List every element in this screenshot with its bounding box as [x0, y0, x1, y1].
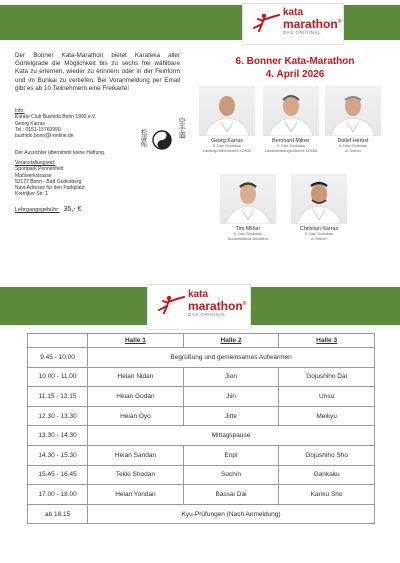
logo-word-marathon: marathon® — [188, 299, 247, 313]
logo-word-marathon: marathon® — [283, 17, 342, 31]
schedule-row — [28, 445, 375, 465]
instructor-photo — [291, 174, 347, 224]
venue-line: Navi-Adresse für den Parkplatz: — [15, 185, 86, 192]
kata-cell: Gojushiho Sho — [279, 445, 375, 465]
info-label: Info: — [15, 108, 25, 114]
venue-line: Kortrijker Str. 1 — [15, 191, 49, 198]
schedule-row — [28, 367, 375, 387]
top-kata-marathon-logo — [250, 8, 341, 36]
karateka-kick-icon — [250, 12, 280, 32]
instructor-name: Georg Karras — [211, 138, 243, 144]
time-cell: 9.45 - 10.00 — [28, 348, 88, 368]
venue-block — [15, 160, 86, 198]
kata-cell: Gojushiho Dai — [279, 367, 375, 387]
kata-cell: Bassai Dai — [183, 485, 279, 505]
instructor-name: Bernhard Milner — [272, 138, 310, 144]
instructor-role: Bundestrainer Assistent — [228, 236, 268, 241]
logo-tagline: DAS ORIGINAL — [188, 312, 227, 317]
instructor-role: Landestrainingsreferent KDNW — [264, 148, 318, 153]
schedule-table — [27, 333, 375, 524]
instructor-role: Landesprüferreferent KDNW — [202, 148, 252, 153]
instructor-card — [256, 86, 326, 153]
instructor-name: Detlef Herbst — [337, 138, 369, 144]
time-cell: 12.30 - 13.30 — [28, 406, 88, 426]
shotokan-seal-icon — [138, 116, 186, 164]
instructor-name: Tim Milner — [235, 226, 261, 232]
info-line: Karate Club Bushido Bonn 1990 e.V. — [15, 114, 97, 121]
logo-word-kata: kata — [283, 7, 304, 18]
instructor-name: Christian Karras — [300, 226, 338, 232]
kata-cell: Heian Sandan — [88, 445, 184, 465]
time-cell: ab 18.15 — [28, 504, 88, 524]
time-cell: 17.00 - 18.00 — [28, 485, 88, 505]
instructor-photo — [325, 86, 381, 136]
schedule-row — [28, 426, 375, 446]
instructor-photo — [199, 86, 255, 136]
kata-cell: Gankaku — [279, 465, 375, 485]
span-cell: Mittagspause — [88, 426, 375, 446]
kata-cell: Jitte — [183, 406, 279, 426]
instructor-rank: 9. Dan Shotokan — [276, 144, 306, 148]
time-cell: 14.30 - 15.30 — [28, 445, 88, 465]
instructor-card — [213, 174, 283, 241]
intro-text: Der Bonner Kata-Marathon bietet Karateka aller Gürtelgrade die Möglichkeit bis zu sechs frei wählbare Kata zu erlernen, wieder zu erinnern oder in der Feinform und im Bunkai zu vertiefen. Bei Voranmeldung per Email gibt es ab 10 Teilnehmern eine Freikarte! — [15, 52, 180, 92]
time-cell: 13.30 - 14.30 — [28, 426, 88, 446]
info-email: bushido.bonn@t-online.de — [15, 133, 74, 140]
instructor-card — [284, 174, 354, 241]
karateka-kick-icon — [155, 294, 185, 314]
bottom-kata-marathon-logo — [155, 290, 246, 318]
fee-line — [15, 206, 82, 213]
schedule-row — [28, 504, 375, 524]
kata-cell: Tekki Shodan — [88, 465, 184, 485]
schedule-row — [28, 348, 375, 368]
schedule-row — [28, 406, 375, 426]
kata-cell: Meikyu — [279, 406, 375, 426]
instructor-role: A-Trainer — [345, 148, 361, 153]
instructor-rank: 5. Dan Shotokan — [233, 232, 263, 236]
time-cell: 10.00 - 11.00 — [28, 367, 88, 387]
instructor-photo — [220, 174, 276, 224]
kata-cell: Jiin — [183, 387, 279, 407]
header-empty-cell — [28, 334, 88, 348]
instructor-photo — [263, 86, 319, 136]
venue-label: Veranstaltungsort: — [15, 160, 56, 166]
event-date: 4. April 2026 — [265, 69, 325, 80]
info-line: Tel.: 0151-15760990 — [15, 126, 61, 133]
liability-note: Der Ausrichter übernimmt keine Haftung. — [15, 150, 106, 156]
instructor-card — [192, 86, 262, 153]
instructor-card — [318, 86, 388, 153]
instructor-rank: 5. Dan Shotokan — [304, 232, 334, 236]
schedule-row — [28, 465, 375, 485]
header-halle-3: Halle 3 — [279, 334, 375, 348]
venue-line: Sportpark Pennenfeld — [15, 166, 64, 173]
time-cell: 15.45 - 16.45 — [28, 465, 88, 485]
venue-line: 53177 Bonn - Bad Godesberg — [15, 178, 82, 185]
kata-cell: Sochin — [183, 465, 279, 485]
instructor-rank: 8. Dan Shotokan — [338, 144, 368, 148]
logo-word-kata: kata — [188, 289, 209, 300]
fee-value: 35,- € — [63, 206, 82, 213]
kata-cell: Jion — [183, 367, 279, 387]
schedule-row — [28, 387, 375, 407]
event-title: 6. Bonner Kata-Marathon — [235, 56, 355, 67]
span-cell: Kyu-Prüfungen (Nach Anmeldung) — [88, 504, 375, 524]
header-halle-1: Halle 1 — [88, 334, 184, 348]
seal-kanji-right: 空手道 — [178, 117, 186, 139]
schedule-row — [28, 485, 375, 505]
kata-cell: Heian Yondan — [88, 485, 184, 505]
header-halle-2: Halle 2 — [183, 334, 279, 348]
kata-cell: Unsu — [279, 387, 375, 407]
time-cell: 11.15 - 12.15 — [28, 387, 88, 407]
kata-cell: Enpi — [183, 445, 279, 465]
kata-cell: Heian Oyo — [88, 406, 184, 426]
instructor-rank: 8. Dan Shotokan — [212, 144, 242, 148]
kata-cell: Heian Nidan — [88, 367, 184, 387]
fee-label: Lehrgangsgebühr: — [15, 207, 60, 213]
logo-tagline: DAS ORIGINAL — [283, 30, 322, 35]
kata-cell: Heian Godan — [88, 387, 184, 407]
span-cell: Begrüßung und gemeinsames Aufwärmen — [88, 348, 375, 368]
seal-kanji-left: 松濤館 — [139, 129, 147, 147]
info-block — [15, 108, 96, 139]
kata-cell: Kanku Sho — [279, 485, 375, 505]
schedule-header-row — [28, 334, 375, 348]
info-line: Georg Karras — [15, 120, 46, 127]
venue-line: Maßwerkstrasse — [15, 172, 52, 179]
instructor-role: A-Trainer — [311, 236, 327, 241]
